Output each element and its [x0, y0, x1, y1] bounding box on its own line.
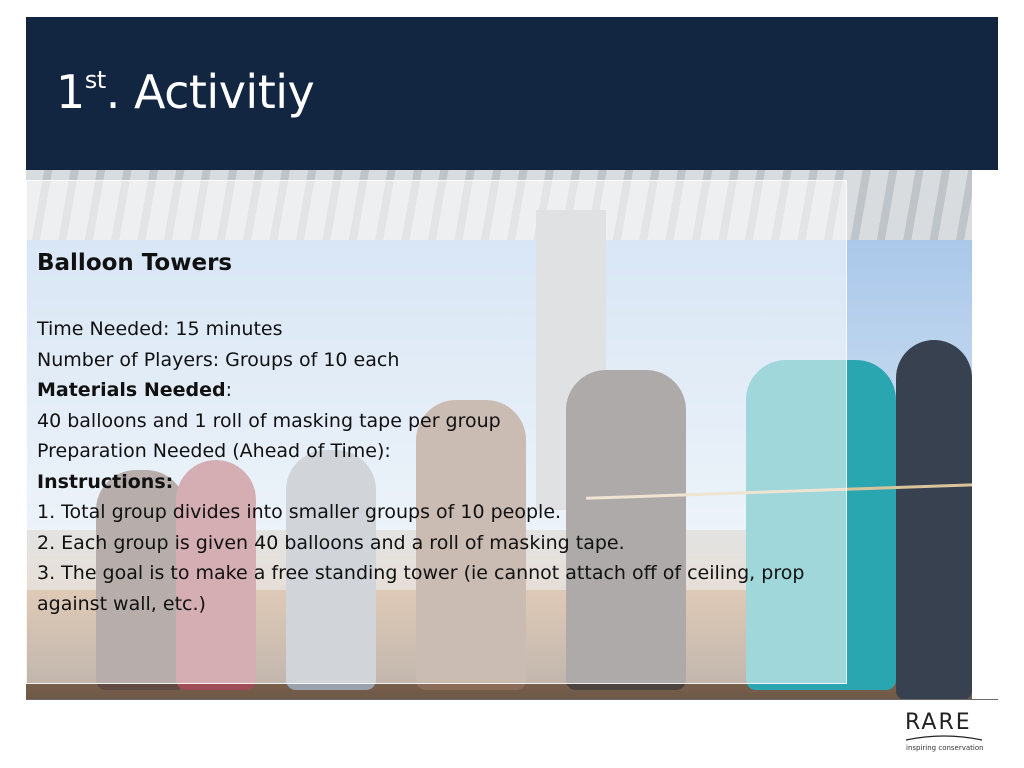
instructions-label: Instructions: [37, 470, 174, 493]
materials-list: 40 balloons and 1 roll of masking tape per group [37, 409, 501, 432]
footer-divider [26, 699, 998, 700]
materials-needed-label: Materials Needed: [37, 379, 233, 401]
logo-tagline: inspiring conservation [906, 744, 984, 752]
rare-logo [900, 710, 990, 755]
number-of-players: Number of Players: Groups of 10 each [37, 348, 400, 371]
preparation-needed: Preparation Needed (Ahead of Time): [37, 440, 391, 462]
title-bar [26, 17, 998, 170]
activity-heading: Balloon Towers [37, 250, 233, 276]
slide-title: 1st. Activitiy [56, 65, 315, 119]
logo-swoosh-icon [904, 734, 984, 744]
instruction-step: 2. Each group is given 40 balloons and a roll of masking tape. [37, 531, 625, 554]
time-needed: Time Needed: 15 minutes [37, 318, 283, 340]
instruction-step: 3. The goal is to make a free standing tower (ie cannot attach off of ceiling, prop against wall, etc.) [37, 562, 805, 615]
activity-content [37, 248, 827, 619]
logo-name: RARE [905, 710, 972, 735]
instruction-step: 1. Total group divides into smaller groups of 10 people. [37, 501, 562, 523]
